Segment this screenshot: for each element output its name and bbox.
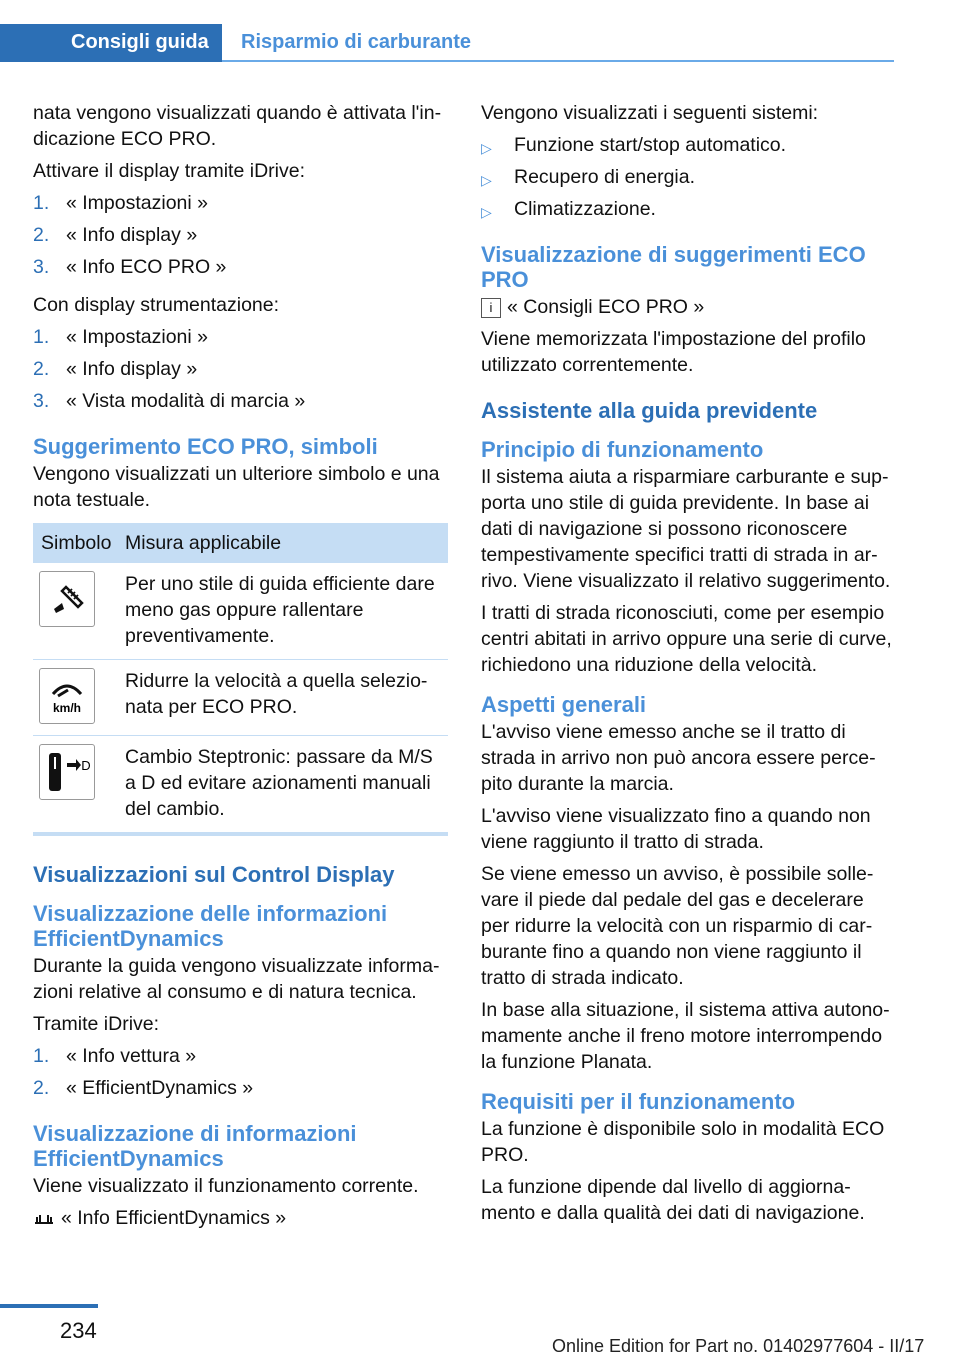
car-menu-icon xyxy=(33,1211,55,1227)
list-item: 1. « Impostazioni » xyxy=(33,326,208,348)
paragraph: Viene memorizzata l'impostazione del profilo utilizzato correntemente. xyxy=(481,328,866,376)
heading-general: Aspetti generali xyxy=(481,692,647,717)
paragraph: Vengono visualizzati un ulteriore simbolo e una nota testuale. xyxy=(33,463,440,511)
paragraph: La funzione è disponibile solo in modalità ECO PRO. xyxy=(481,1118,885,1166)
paragraph: La funzione dipende dal livello di aggiornamento e dalla qualità dei dati di navigazione. xyxy=(481,1176,865,1224)
table-row xyxy=(33,563,448,660)
heading-predictive-assistant: Assistente alla guida previdente xyxy=(481,398,818,423)
paragraph: Viene visualizzato il funzionamento corrente. xyxy=(33,1175,419,1197)
info-icon: i xyxy=(481,298,501,318)
section-tab-consigli-guida[interactable]: Consigli guida xyxy=(0,24,222,62)
triangle-bullet-icon: ▷ xyxy=(481,140,492,156)
speedometer-kmh-icon xyxy=(39,668,95,724)
column-header-measure: Misura applicabile xyxy=(125,532,282,554)
table-row xyxy=(33,660,448,736)
right-column xyxy=(481,100,895,1232)
menu-path: « Info EfficientDynamics » xyxy=(33,1205,448,1231)
bullet-list xyxy=(481,132,895,228)
paragraph: Tramite iDrive: xyxy=(33,1013,160,1035)
gear-shift-d-icon xyxy=(39,744,95,800)
numbered-list xyxy=(33,190,448,286)
paragraph: Se viene emesso un avviso, è possibile sollevare il piede dal pedale del gas e decelerare per ridurre la velocità con un risparmio di carburante fino a quando non viene raggiunto il tratto di strada indicato. xyxy=(481,863,874,989)
list-item: ▷ Recupero di energia. xyxy=(481,164,895,196)
paragraph: Durante la guida vengono visualizzate informazioni relative al consumo e di natura tecnica. xyxy=(33,955,440,1003)
table-bottom-rule xyxy=(33,832,448,836)
numbered-list xyxy=(33,324,448,420)
table-cell-text: Per uno stile di guida efficiente dare meno gas oppure rallentare preventivamente. xyxy=(125,573,435,647)
numbered-list xyxy=(33,1043,448,1107)
heading-control-display: Visualizzazioni sul Control Display xyxy=(33,862,395,887)
header-divider xyxy=(222,60,894,62)
heading-principle: Principio di funzionamento xyxy=(481,437,764,462)
paragraph: In base alla situazione, il sistema attiva autonomamente anche il freno motore interrompendo la funzione Planata. xyxy=(481,999,890,1073)
list-item: 1. « Info vettura » xyxy=(33,1045,197,1067)
section-tab-risparmio[interactable]: Risparmio di carburante xyxy=(241,31,472,53)
list-item: 3. « Info ECO PRO » xyxy=(33,256,227,278)
list-item: ▷ Funzione start/stop automatico. xyxy=(481,132,895,164)
column-header-symbol: Simbolo xyxy=(41,532,112,554)
heading-info-efficientdynamics: Visualizzazione delle informazioni EfficientDynamics xyxy=(33,901,388,951)
svg-text:D: D xyxy=(81,758,91,773)
paragraph: Il sistema aiuta a risparmiare carburante e supporta uno stile di guida previdente. In base ai dati di navigazione si possono riconoscere tempestivamente specifici tratti di strada in arrivo. Viene visualizzato il relativo suggerimento. xyxy=(481,466,891,592)
heading-requirements: Requisiti per il funzionamento xyxy=(481,1089,796,1114)
list-item: ▷ Climatizzazione. xyxy=(481,196,895,228)
footer-rule xyxy=(0,1304,98,1308)
foot-off-pedal-icon xyxy=(39,571,95,627)
paragraph: L'avviso viene visualizzato fino a quando non viene raggiunto il tratto di strada. xyxy=(481,805,871,853)
triangle-bullet-icon: ▷ xyxy=(481,204,492,220)
list-item: 2. « EfficientDynamics » xyxy=(33,1077,254,1099)
menu-path: i « Consigli ECO PRO » xyxy=(481,294,895,320)
list-item: 1. « Impostazioni » xyxy=(33,192,208,214)
page-header xyxy=(0,0,960,62)
heading-eco-symbols: Suggerimento ECO PRO, simboli xyxy=(33,434,378,459)
table-cell-text: Ridurre la velocità a quella selezionata per ECO PRO. xyxy=(125,670,428,718)
heading-eco-suggestions: Visualizzazione di suggerimenti ECO PRO xyxy=(481,242,866,292)
list-item: 3. « Vista modalità di marcia » xyxy=(33,390,306,412)
triangle-bullet-icon: ▷ xyxy=(481,172,492,188)
paragraph: I tratti di strada riconosciuti, come per esempio centri abitati in arrivo oppure una serie di curve, richiedono una riduzione della velocità. xyxy=(481,602,892,676)
paragraph: nata vengono visualizzati quando è attivata l'indicazione ECO PRO. xyxy=(33,102,442,150)
symbols-table xyxy=(33,523,448,836)
left-column xyxy=(33,100,448,1237)
heading-info-efficientdynamics-2: Visualizzazione di informazioni EfficientDynamics xyxy=(33,1121,357,1171)
list-item: 2. « Info display » xyxy=(33,224,198,246)
paragraph: Vengono visualizzati i seguenti sistemi: xyxy=(481,102,819,124)
page-number: 234 xyxy=(60,1318,97,1343)
table-row xyxy=(33,736,448,832)
table-cell-text: Cambio Steptronic: passare da M/S a D ed evitare azionamenti manuali del cambio. xyxy=(125,746,433,820)
edition-note: Online Edition for Part no. 01402977604 - II/17 xyxy=(552,1336,925,1356)
list-item: 2. « Info display » xyxy=(33,358,198,380)
svg-text:km/h: km/h xyxy=(52,701,82,715)
table-header xyxy=(33,523,448,563)
paragraph: Con display strumentazione: xyxy=(33,294,280,316)
paragraph: Attivare il display tramite iDrive: xyxy=(33,160,305,182)
paragraph: L'avviso viene emesso anche se il tratto di strada in arrivo non può ancora essere percepito durante la marcia. xyxy=(481,721,876,795)
